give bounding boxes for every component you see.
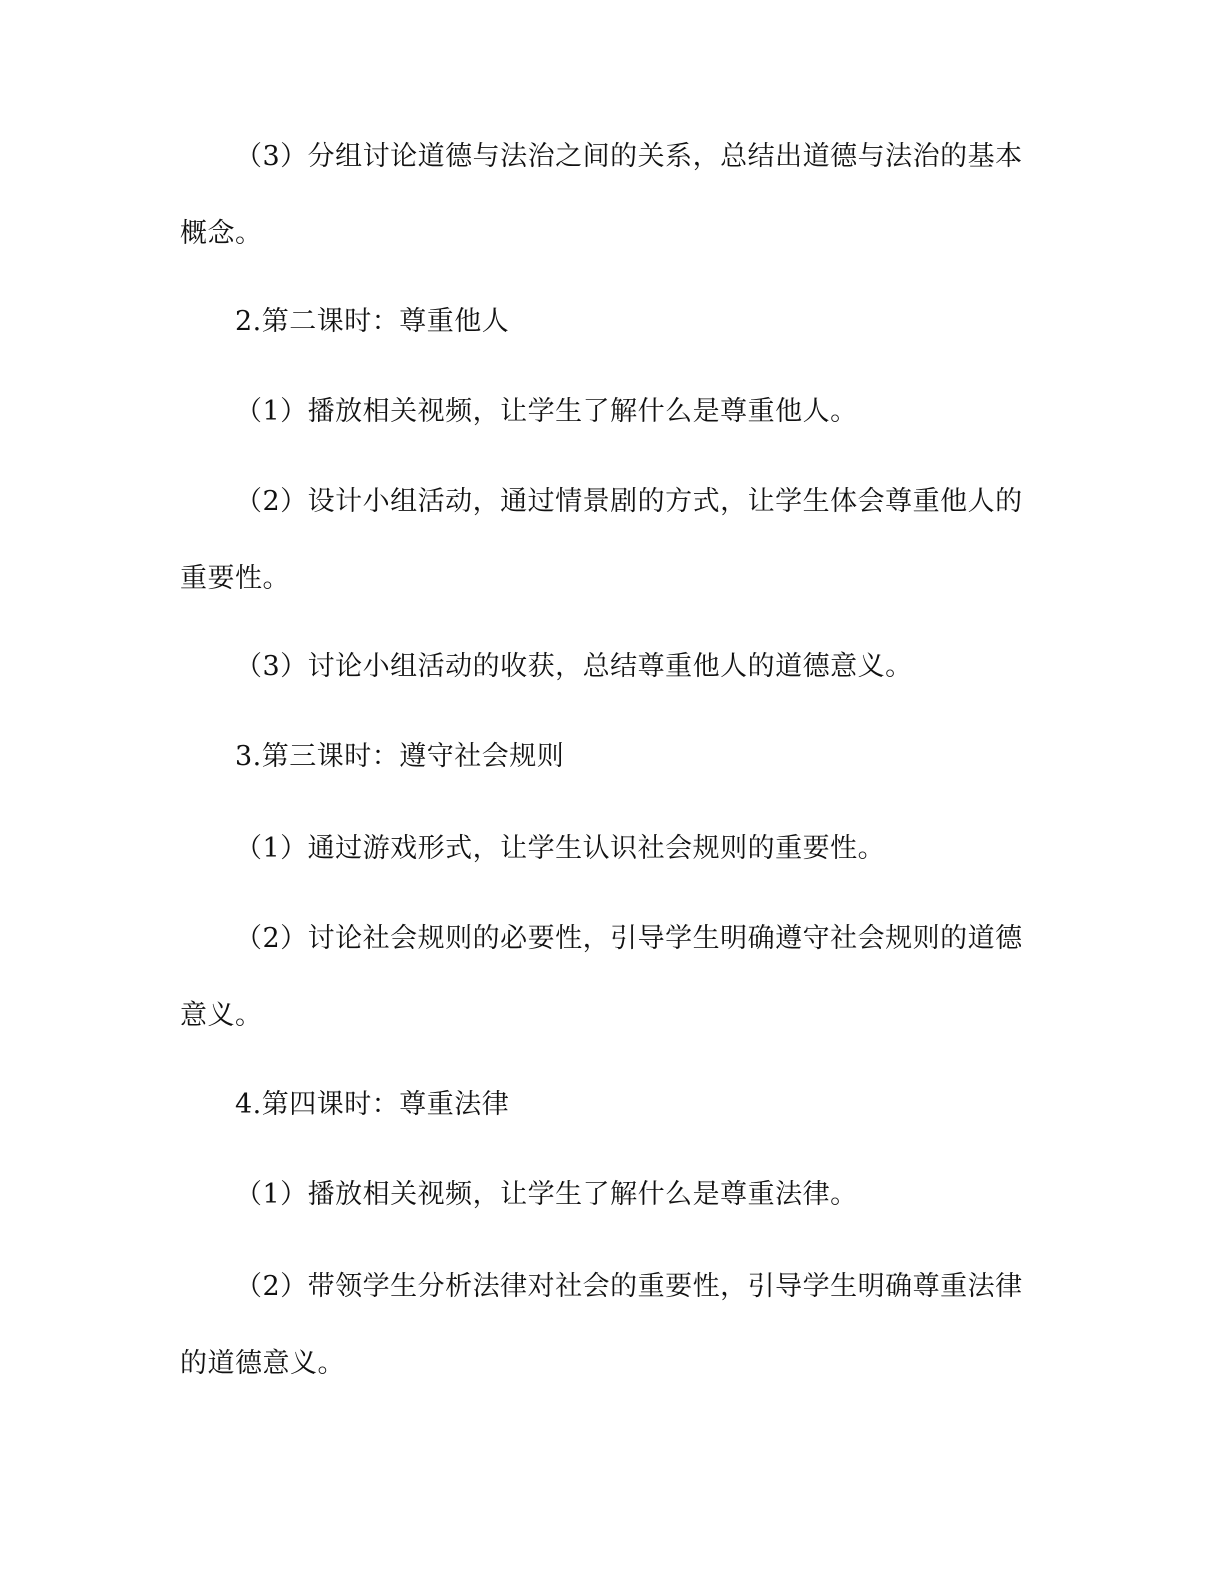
paragraph-lesson-3-step-2: （2）讨论社会规则的必要性，引导学生明确遵守社会规则的道德意义。 <box>180 923 1023 1031</box>
paragraph-lesson-2-step-3: （3）讨论小组活动的收获，总结尊重他人的道德意义。 <box>235 651 913 682</box>
heading-lesson-2: 2.第二课时：尊重他人 <box>235 306 510 337</box>
paragraph-lesson-4-step-1: （1）播放相关视频，让学生了解什么是尊重法律。 <box>235 1179 858 1210</box>
paragraph-lesson-2-step-1: （1）播放相关视频，让学生了解什么是尊重他人。 <box>235 396 858 427</box>
paragraph-lesson-4-step-2: （2）带领学生分析法律对社会的重要性，引导学生明确尊重法律的道德意义。 <box>180 1271 1023 1379</box>
paragraph-lesson-3-step-1: （1）通过游戏形式，让学生认识社会规则的重要性。 <box>235 833 886 864</box>
paragraph-lesson-2-step-2: （2）设计小组活动，通过情景剧的方式，让学生体会尊重他人的重要性。 <box>180 486 1023 594</box>
paragraph-discussion-step-3: （3）分组讨论道德与法治之间的关系，总结出道德与法治的基本概念。 <box>180 141 1023 249</box>
heading-lesson-4: 4.第四课时：尊重法律 <box>235 1089 510 1120</box>
heading-lesson-3: 3.第三课时：遵守社会规则 <box>235 741 565 772</box>
